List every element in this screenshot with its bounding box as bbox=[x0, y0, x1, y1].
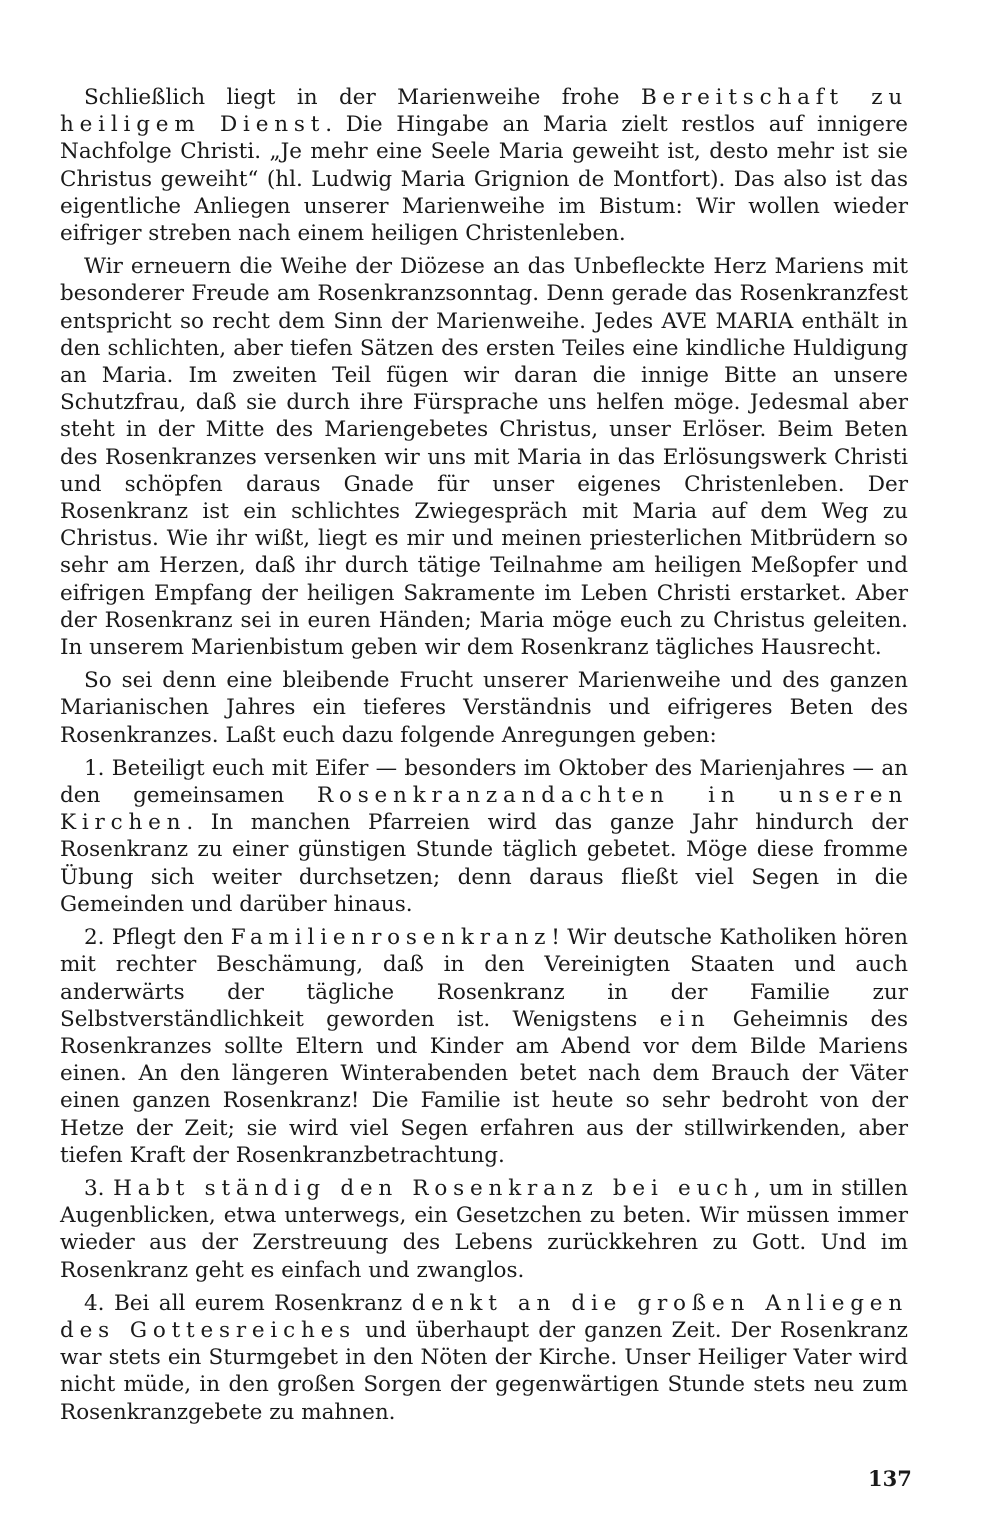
list-item-4-anliegen-gottesreich bbox=[60, 1290, 908, 1426]
page-number: 137 bbox=[868, 1466, 912, 1491]
text-run: 3. bbox=[84, 1175, 114, 1201]
text-run: 2. Pflegt den bbox=[84, 925, 231, 951]
paragraph-marienweihe-dienst bbox=[60, 84, 908, 247]
text-run: , um in stillen Augenblicken, etwa unterwegs, ein Gesetzchen zu beten. Wir müssen immer wieder aus der Zerstreuung des Lebens zurückkehren zu Gott. Und im Rosenkranz geht es einfach und zwanglos. bbox=[60, 1175, 908, 1283]
text-run: Wir erneuern die Weihe der Diözese an das Unbefleckte Herz Mariens mit besonderer Freude am Rosenkranzsonntag. Denn gerade das Rosenkranzfest entspricht so recht dem Sinn der Marienweihe. Jedes AVE MARIA enthält in den schlichten, aber tiefen Sätzen des ersten Teiles eine kindliche Huldigung an Maria. Im zweiten Teil fügen wir daran die innige Bitte an unsere Schutzfrau, daß sie durch ihre Fürsprache uns helfen möge. Jedesmal aber steht in der Mitte des Mariengebetes Christus, unser Erlöser. Beim Beten des Rosenkranzes versenken wir uns mit Maria in das Erlösungswerk Christi und schöpfen daraus Gnade für unser eigenes Christenleben. Der Rosenkranz ist ein schlichtes Zwiegespräch mit Maria auf dem Weg zu Christus. Wie ihr wißt, liegt es mir und meinen priesterlichen Mitbrüdern so sehr am Herzen, daß ihr durch tätige Teilnahme am heiligen Meßopfer und eifrigen Empfang der heiligen Sakramente im Leben Christi erstarket. Aber der Rosenkranz sei in euren Händen; Maria möge euch zu Christus geleiten. In unserem Marienbistum geben wir dem Rosenkranz tägliches Hausrecht. bbox=[60, 254, 908, 661]
paragraph-rosenkranzsonntag bbox=[60, 253, 908, 661]
spaced-emphasis: Bereitschaft zu heiligem Dienst bbox=[60, 85, 908, 138]
text-run: . In manchen Pfarreien wird das ganze Jahr hindurch der Rosenkranz zu einer günstigen Stunde täglich gebetet. Möge diese fromme Übung sich weiter durchsetzen; denn daraus fließt viel Segen in die Gemeinden und darüber hinaus. bbox=[60, 810, 908, 917]
text-run: 1. Beteiligt euch mit Eifer — besonders im Oktober des Marienjahres — an den gemeinsamen bbox=[60, 755, 908, 809]
list-item-1-rosenkranzandachten bbox=[60, 755, 908, 918]
paragraph-anregungen-intro bbox=[60, 667, 908, 749]
text-run: Geheimnis des Rosenkranzes sollte Eltern und Kinder am Abend vor dem Bilde Mariens einen. An den längeren Winterabenden betet nach dem Brauch der Väter einen ganzen Rosenkranz! Die Familie ist heute so sehr bedroht von der Hetze der Zeit; sie wird viel Segen erfahren aus der stillwirkenden, aber tiefen Kraft der Rosenkranzbetrachtung. bbox=[60, 1006, 909, 1168]
list-item-2-familienrosenkranz bbox=[60, 924, 908, 1169]
spaced-emphasis: Familienrosenkranz bbox=[230, 925, 552, 951]
spaced-emphasis: denkt an die großen Anliegen des Gottesreiches bbox=[60, 1290, 908, 1343]
spaced-emphasis: Rosenkranzandachten in unseren Kirchen bbox=[60, 783, 908, 836]
text-run: 4. Bei all eurem Rosenkranz bbox=[84, 1290, 412, 1316]
list-item-3-rosenkranz-bei-euch bbox=[60, 1175, 908, 1284]
text-run: Schließlich liegt in der Marienweihe frohe bbox=[84, 85, 641, 110]
text-run: . Die Hingabe an Maria zielt restlos auf innigere Nachfolge Christi. „Je mehr eine Seele Maria geweiht ist, desto mehr ist sie Christus geweiht“ (hl. Ludwig Maria Grignion de Montfort). Das also ist das eigentliche Anliegen unserer Marienweihe im Bistum: Wir wollen wieder eifriger streben nach einem heiligen Christenleben. bbox=[60, 112, 908, 247]
text-run: ! Wir deutsche Katholiken hören mit rechter Beschämung, daß in den Vereinigten Staaten und auch anderwärts der tägliche Rosenkranz in der Familie zur Selbstverständlichkeit geworden ist. Wenigstens bbox=[60, 925, 908, 1032]
text-run: und überhaupt der ganzen Zeit. Der Rosenkranz war stets ein Sturmgebet in den Nöten der Kirche. Unser Heiliger Vater wird nicht müde, in den großen Sorgen der gegenwärtigen Stunde stets neu zum Rosenkranzgebete zu mahnen. bbox=[60, 1317, 909, 1425]
spaced-emphasis: Habt ständig den Rosenkranz bei euch bbox=[113, 1175, 754, 1201]
page-body bbox=[60, 84, 908, 1426]
spaced-emphasis: ein bbox=[659, 1006, 711, 1032]
text-run: So sei denn eine bleibende Frucht unserer Marienweihe und des ganzen Marianischen Jahres ein tieferes Verständnis und eifrigeres Beten des Rosenkranzes. Laßt euch dazu folgende Anregungen geben: bbox=[60, 668, 908, 748]
